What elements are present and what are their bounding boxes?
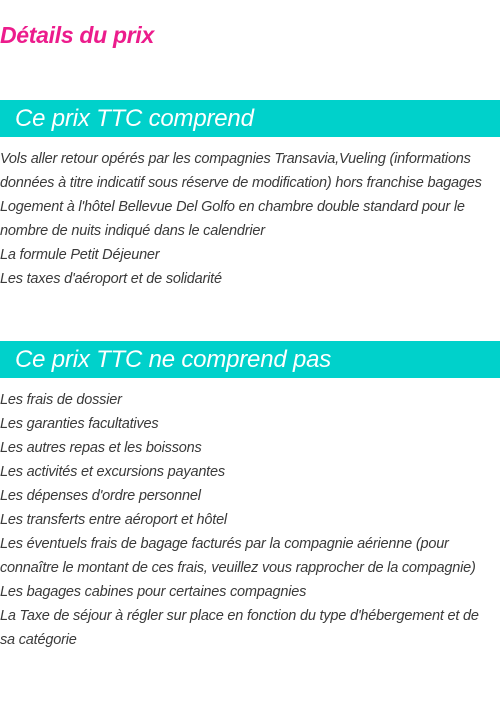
page-title: Détails du prix (0, 22, 154, 48)
included-item: La formule Petit Déjeuner (0, 247, 160, 263)
excluded-item: La Taxe de séjour à régler sur place en fonction du type d'hébergement et de sa catégorie (0, 608, 479, 648)
excluded-section (0, 341, 500, 652)
excluded-item: Les transferts entre aéroport et hôtel (0, 512, 227, 528)
excluded-item: Les bagages cabines pour certaines compagnies (0, 584, 307, 600)
excluded-item: Les frais de dossier (0, 392, 122, 408)
excluded-item: Les garanties facultatives (0, 416, 159, 432)
included-list (0, 147, 500, 291)
included-item: Logement à l'hôtel Bellevue Del Golfo en chambre double standard pour le nombre de nuits indiqué dans le calendrier (0, 199, 465, 239)
included-item: Les taxes d'aéroport et de solidarité (0, 271, 222, 287)
included-heading: Ce prix TTC comprend (0, 100, 500, 137)
excluded-list (0, 388, 500, 652)
excluded-item: Les éventuels frais de bagage facturés par la compagnie aérienne (pour connaître le montant de ces frais, veuillez vous rapprocher de la compagnie) (0, 536, 476, 576)
included-section (0, 100, 500, 291)
excluded-heading: Ce prix TTC ne comprend pas (0, 341, 500, 378)
excluded-item: Les activités et excursions payantes (0, 464, 225, 480)
included-item: Vols aller retour opérés par les compagnies Transavia,Vueling (informations données à titre indicatif sous réserve de modification) hors franchise bagages (0, 151, 482, 191)
excluded-item: Les autres repas et les boissons (0, 440, 202, 456)
excluded-item: Les dépenses d'ordre personnel (0, 488, 201, 504)
